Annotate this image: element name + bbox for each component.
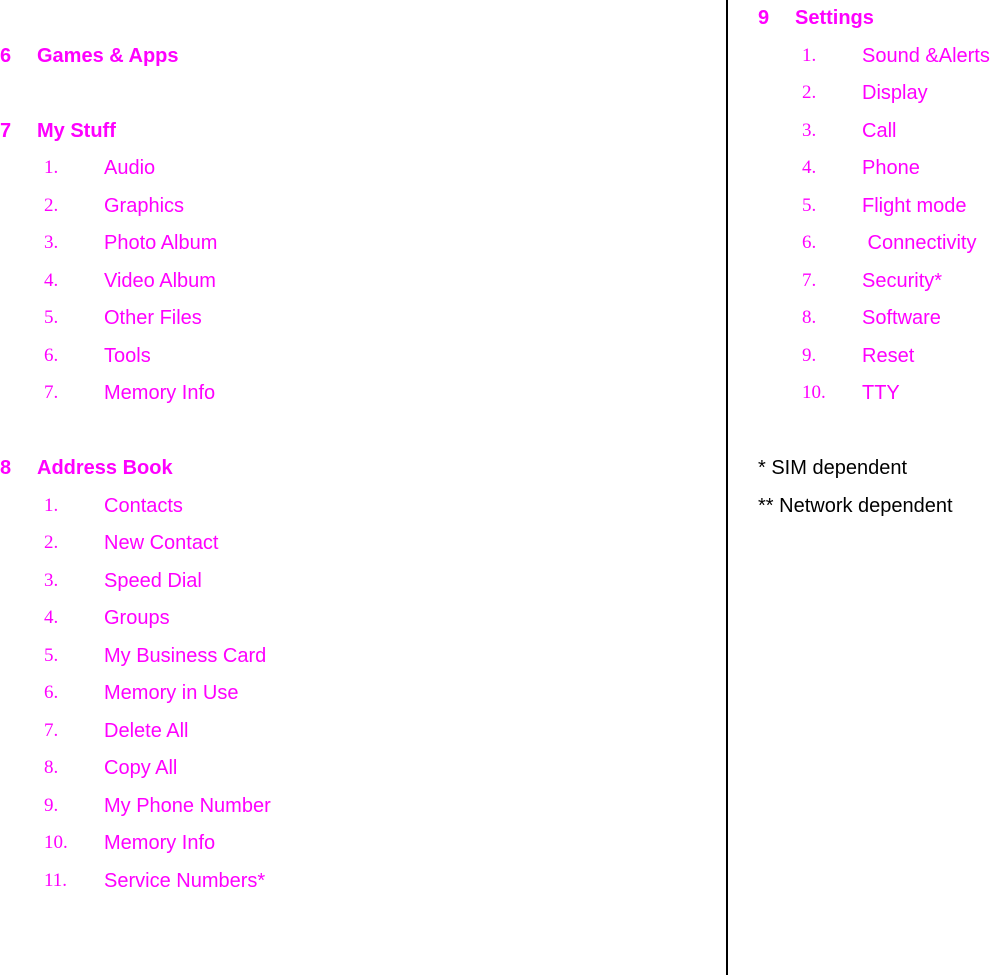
item-label: Photo Album — [104, 232, 218, 254]
item-number: 1. — [44, 495, 59, 516]
item-label: Software — [862, 307, 941, 329]
item-label: Connectivity — [862, 232, 977, 254]
item-number: 2. — [44, 532, 59, 553]
item-label: Delete All — [104, 720, 189, 742]
section-heading-settings — [758, 6, 874, 30]
item-number: 5. — [44, 645, 59, 666]
item-label: Reset — [862, 345, 915, 367]
item-number: 11. — [44, 870, 68, 891]
item-number: 3. — [802, 120, 817, 141]
item-number: 4. — [44, 607, 59, 628]
item-number: 10. — [802, 382, 826, 403]
section-title: Settings — [795, 7, 874, 29]
item-number: 3. — [44, 232, 59, 253]
section-number: 8 — [0, 457, 12, 479]
item-number: 1. — [802, 45, 817, 66]
item-label: Memory in Use — [104, 682, 239, 704]
section-number: 9 — [758, 7, 770, 29]
item-label: Graphics — [104, 195, 185, 217]
item-number: 6. — [802, 232, 817, 253]
item-label: Call — [862, 120, 897, 142]
item-number: 3. — [44, 570, 59, 591]
item-number: 4. — [802, 157, 817, 178]
item-number: 2. — [802, 82, 817, 103]
item-label: Security* — [862, 270, 943, 292]
item-label: Memory Info — [104, 382, 216, 404]
item-number: 1. — [44, 157, 59, 178]
item-label: My Business Card — [104, 645, 267, 667]
item-number: 5. — [44, 307, 59, 328]
item-label: New Contact — [104, 532, 219, 554]
item-label: Audio — [104, 157, 156, 179]
item-number: 7. — [44, 382, 59, 403]
item-number: 8. — [44, 757, 59, 778]
column-divider — [726, 0, 728, 975]
item-number: 8. — [802, 307, 817, 328]
item-number: 2. — [44, 195, 59, 216]
footnote-sim: * SIM dependent — [758, 457, 907, 479]
item-number: 6. — [44, 682, 59, 703]
section-heading-my-stuff — [0, 119, 116, 143]
item-label: Sound &Alerts — [862, 45, 990, 67]
item-number: 10. — [44, 832, 68, 853]
footnote-network: ** Network dependent — [758, 495, 953, 517]
item-label: Video Album — [104, 270, 216, 292]
item-label: Memory Info — [104, 832, 216, 854]
section-number: 6 — [0, 45, 12, 67]
item-label: Tools — [104, 345, 151, 367]
section-heading-games-apps — [0, 44, 179, 68]
item-number: 6. — [44, 345, 59, 366]
section-title: My Stuff — [37, 120, 116, 142]
item-number: 4. — [44, 270, 59, 291]
item-number: 9. — [44, 795, 59, 816]
item-number: 7. — [802, 270, 817, 291]
item-label: Flight mode — [862, 195, 967, 217]
item-label: Groups — [104, 607, 170, 629]
section-title: Address Book — [37, 457, 173, 479]
item-label: Service Numbers* — [104, 870, 266, 892]
item-label: Speed Dial — [104, 570, 202, 592]
item-number: 5. — [802, 195, 817, 216]
item-label: Copy All — [104, 757, 178, 779]
item-label: TTY — [862, 382, 900, 404]
item-label: Other Files — [104, 307, 202, 329]
item-label: My Phone Number — [104, 795, 271, 817]
item-label: Phone — [862, 157, 920, 179]
section-number: 7 — [0, 120, 12, 142]
item-label: Display — [862, 82, 928, 104]
item-number: 9. — [802, 345, 817, 366]
item-label: Contacts — [104, 495, 183, 517]
item-number: 7. — [44, 720, 59, 741]
section-title: Games & Apps — [37, 45, 179, 67]
section-heading-address-book — [0, 456, 173, 480]
